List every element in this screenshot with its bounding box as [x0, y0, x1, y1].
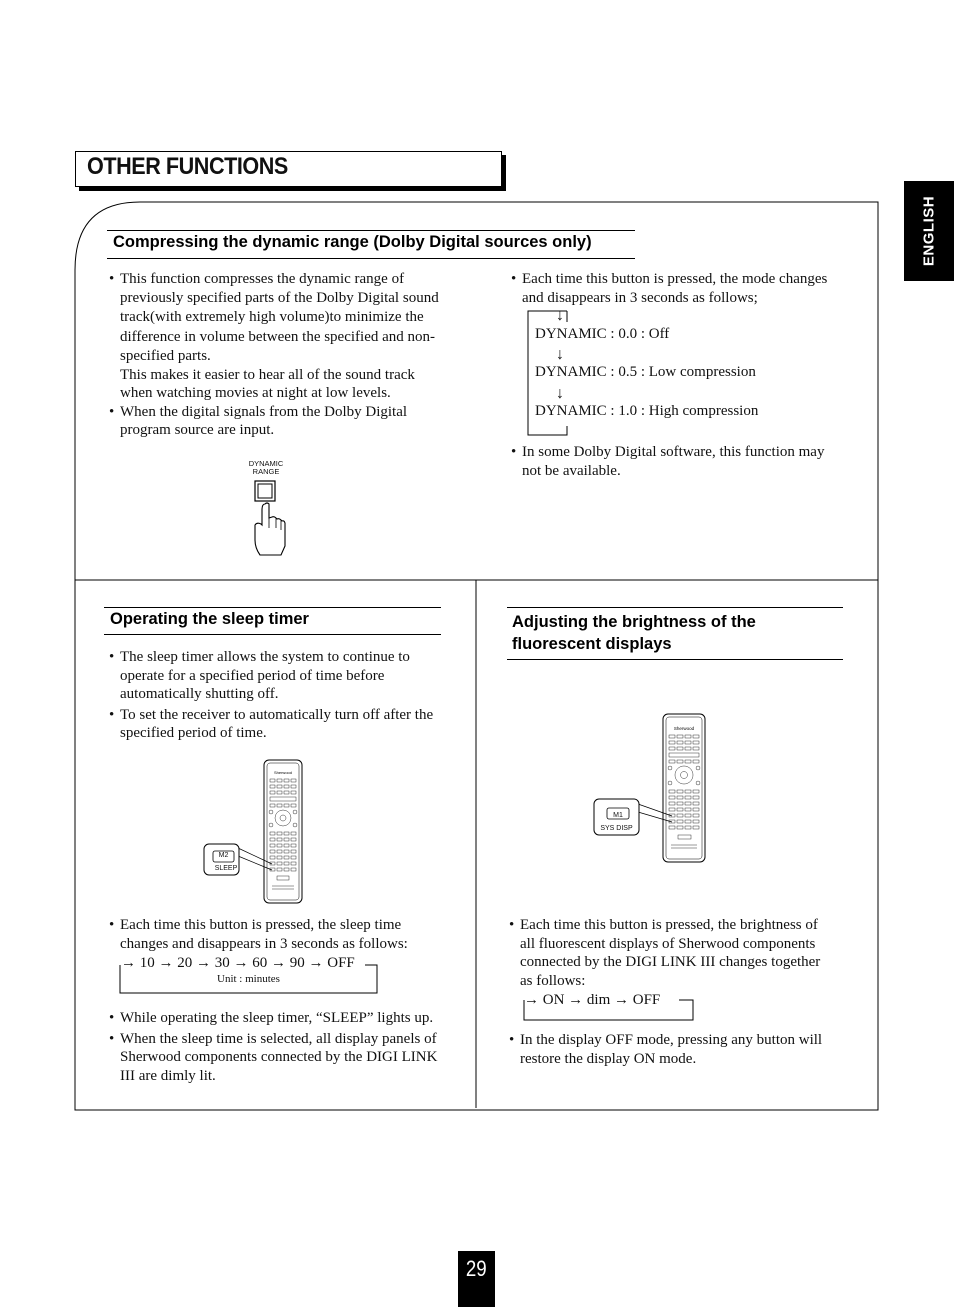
- page-title: OTHER FUNCTIONS: [87, 153, 288, 180]
- sleep-sequence: → 10 → 20 → 30 → 60 → 90 → OFF: [121, 955, 355, 971]
- remote-control-icon: [200, 758, 306, 906]
- down-arrow-icon: ↓: [556, 385, 564, 402]
- brightness-press-text: [509, 916, 859, 990]
- list-item: • This function compresses the dynamic range of previously specified parts of the Dolby Digital sound track(with extremely high volume)to minimize the difference in volume between the specified and non- specified parts.: [109, 271, 439, 364]
- mode-item: DYNAMIC : 1.0 : High compression: [535, 403, 759, 419]
- list-item: • When the sleep time is selected, all display panels of Sherwood components connected by the DIGI LINK III are dimly lit.: [109, 1030, 438, 1084]
- list-item: • To set the receiver to automatically turn off after the specified period of time.: [109, 706, 434, 741]
- svg-text:Sherwood: Sherwood: [273, 770, 293, 775]
- brightness-note: [509, 1031, 859, 1068]
- page-number: 29: [458, 1251, 495, 1307]
- sleep-intro-text: [109, 648, 469, 743]
- list-item: • Each time this button is pressed, the sleep time changes and disappears in 3 seconds as follows:: [109, 917, 408, 952]
- dynamic-range-left-text: [109, 270, 479, 440]
- brightness-sequence: → ON → dim → OFF: [524, 992, 661, 1008]
- mode-item: DYNAMIC : 0.5 : Low compression: [535, 364, 756, 380]
- hand-press-icon: [245, 480, 290, 558]
- note-text: This makes it easier to hear all of the sound track when watching movies at night at low levels.: [120, 366, 415, 401]
- dynamic-range-note: [511, 443, 861, 480]
- down-arrow-icon: ↓: [556, 307, 564, 324]
- down-arrow-icon: ↓: [556, 346, 564, 363]
- list-item: • In the display OFF mode, pressing any button will restore the display ON mode.: [509, 1032, 823, 1067]
- m2-button-label: M2: [218, 852, 229, 859]
- list-item: • Each time this button is pressed, the brightness of all fluorescent displays of Sherwood components connected by the DIGI LINK III changes together as follows:: [509, 917, 821, 989]
- brightness-heading: Adjusting the brightness of the fluorescent displays: [512, 613, 756, 653]
- m1-button-label: M1: [613, 812, 623, 819]
- dynamic-range-button-label: DYNAMIC RANGE: [248, 459, 284, 476]
- remote-control-icon: [590, 712, 710, 864]
- list-item: • Each time this button is pressed, the mode changes and disappears in 3 seconds as follows;: [511, 271, 828, 306]
- sleep-notes: [109, 1009, 469, 1085]
- dynamic-range-heading: Compressing the dynamic range (Dolby Digital sources only): [113, 233, 592, 251]
- list-item: • While operating the sleep timer, “SLEEP” lights up.: [109, 1010, 434, 1026]
- svg-text:Sherwood: Sherwood: [673, 726, 695, 731]
- sleep-press-text: [109, 916, 469, 953]
- list-item: • In some Dolby Digital software, this function may not be available.: [511, 444, 825, 479]
- sleep-button-caption: SLEEP: [214, 865, 238, 872]
- sys-disp-button-caption: SYS DISP: [600, 825, 633, 832]
- list-item: • The sleep timer allows the system to continue to operate for a specified period of time before automatically shutting off.: [109, 649, 410, 702]
- dynamic-range-right-text: [511, 270, 861, 307]
- list-item: • When the digital signals from the Dolby Digital program source are input.: [109, 403, 408, 438]
- sleep-unit: Unit : minutes: [217, 973, 280, 985]
- mode-item: DYNAMIC : 0.0 : Off: [535, 326, 670, 342]
- sleep-heading: Operating the sleep timer: [110, 610, 309, 628]
- language-tab-label: ENGLISH: [920, 195, 938, 267]
